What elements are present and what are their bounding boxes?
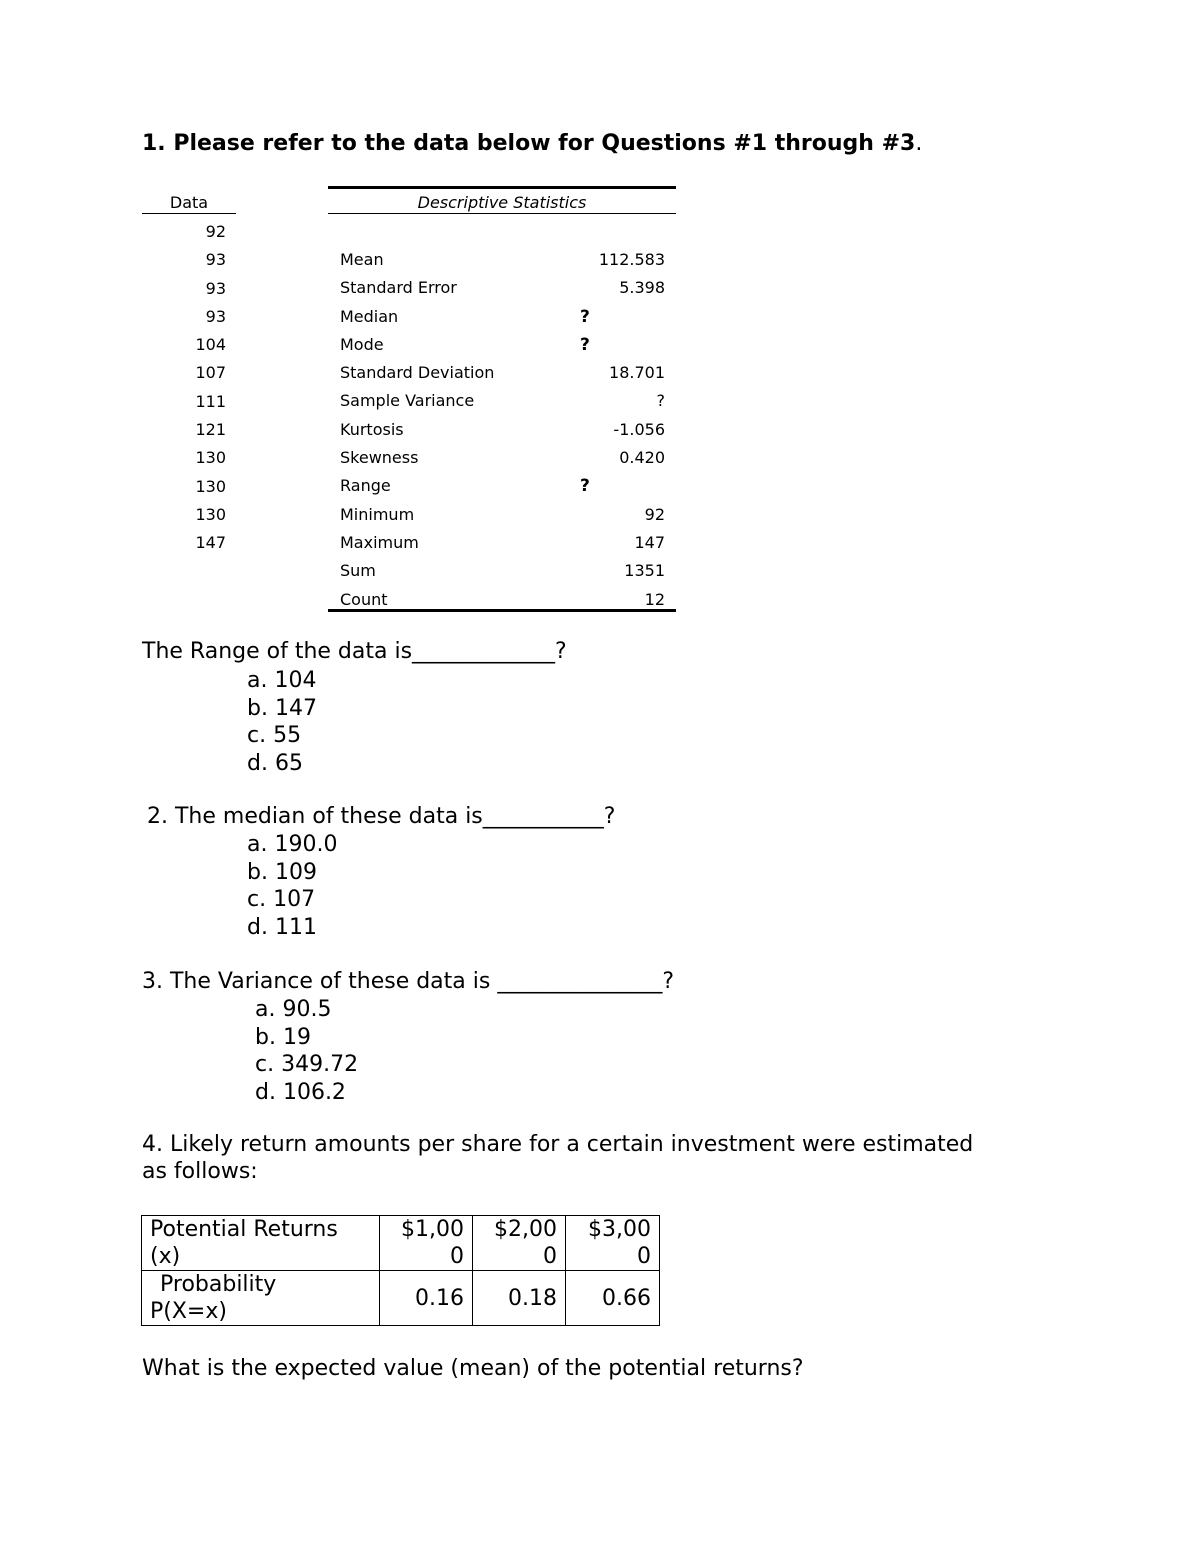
stat-label: Mean (340, 250, 384, 269)
stat-row-minimum (340, 501, 665, 529)
return-cell (473, 1216, 566, 1271)
stat-row-standard-deviation (340, 359, 665, 387)
probability-cell: 0.66 (566, 1271, 660, 1326)
return-cell (566, 1216, 660, 1271)
return-value: $1,00 (401, 1217, 464, 1242)
option-c: c. 55 (247, 723, 302, 748)
option-a: a. 90.5 (255, 997, 332, 1022)
data-value: 111 (195, 391, 226, 411)
question-3-text: 3. The Variance of these data is _______________? (142, 969, 675, 994)
data-value: 93 (205, 278, 226, 298)
stats-top-rule (328, 186, 676, 189)
option-d: d. 106.2 (255, 1079, 346, 1105)
probability-label-cell (142, 1271, 380, 1326)
stat-value: 147 (634, 532, 665, 552)
question-1-text: The Range of the data is_____________? (142, 639, 567, 664)
stat-value: -1.056 (613, 419, 665, 439)
stat-label: Median (340, 306, 399, 326)
data-value: 107 (195, 363, 226, 383)
stat-row-sample-variance (340, 387, 665, 415)
return-value: $3,00 (588, 1217, 651, 1242)
question-4-text-line-2: as follows: (142, 1159, 258, 1184)
question-1-options (247, 667, 317, 777)
data-value: 130 (195, 448, 226, 468)
return-cell (380, 1216, 473, 1271)
returns-label: Potential Returns (150, 1217, 338, 1242)
stat-row-skewness (340, 444, 665, 472)
return-value-wrap: 0 (637, 1244, 651, 1269)
stat-label: Count (340, 589, 388, 609)
data-value: 93 (205, 250, 226, 270)
question-2-text: 2. The median of these data is___________? (147, 804, 616, 829)
stat-label: Standard Deviation (340, 363, 495, 383)
option-a: a. 190.0 (247, 832, 338, 857)
stat-value: 1351 (624, 561, 665, 581)
stat-label: Mode (340, 334, 384, 354)
stat-label: Standard Error (340, 278, 457, 298)
stat-value: 5.398 (619, 278, 665, 298)
option-c: c. 349.72 (255, 1052, 359, 1077)
stat-row-kurtosis (340, 416, 665, 444)
stat-row-mean (340, 246, 665, 274)
data-column-header: Data (142, 193, 236, 214)
stat-label: Skewness (340, 448, 419, 468)
return-value-wrap: 0 (450, 1244, 464, 1269)
data-value: 147 (195, 533, 226, 553)
returns-table (141, 1215, 660, 1326)
question-2-options (247, 831, 337, 941)
stat-value: 18.701 (609, 363, 665, 383)
option-a: a. 104 (247, 668, 317, 693)
stat-unknown: ? (580, 334, 590, 355)
data-value: 92 (205, 222, 226, 241)
question-1-heading: 1. Please refer to the data below for Questions #1 through #3. (142, 131, 923, 156)
stat-label: Maximum (340, 532, 419, 552)
option-b: b. 147 (247, 695, 317, 721)
option-d: d. 65 (247, 750, 303, 776)
stat-unknown: ? (580, 476, 590, 497)
question-4-followup: What is the expected value (mean) of the potential returns? (142, 1356, 804, 1381)
stat-row-standard-error (340, 274, 665, 302)
returns-label-symbol: (x) (150, 1244, 181, 1269)
question-4-text-line-1: 4. Likely return amounts per share for a certain investment were estimated (142, 1132, 974, 1157)
stat-label: Minimum (340, 504, 415, 524)
data-value: 104 (195, 335, 226, 355)
stat-label: Sample Variance (340, 391, 475, 411)
data-column (142, 218, 226, 558)
stat-unknown: ? (580, 306, 590, 327)
stat-label: Sum (340, 561, 376, 581)
probability-label: Probability (160, 1272, 277, 1297)
returns-label-cell (142, 1216, 380, 1271)
stat-value: 92 (644, 504, 665, 524)
option-b: b. 19 (255, 1024, 311, 1050)
probability-cell: 0.16 (380, 1271, 473, 1326)
stat-value: 112.583 (598, 250, 665, 269)
probability-cell: 0.18 (473, 1271, 566, 1326)
stat-row-median (340, 303, 665, 331)
returns-row (142, 1216, 660, 1271)
return-value: $2,00 (494, 1217, 557, 1242)
data-value: 130 (195, 476, 226, 496)
stat-row-mode (340, 331, 665, 359)
stat-row-range (340, 472, 665, 500)
stat-value: 12 (644, 589, 665, 609)
data-value: 121 (195, 420, 226, 440)
stat-row-sum (340, 557, 665, 585)
data-value: 130 (195, 504, 226, 524)
stat-row-maximum (340, 529, 665, 557)
option-c: c. 107 (247, 887, 316, 912)
data-value: 93 (205, 306, 226, 326)
question-3-options (255, 996, 358, 1106)
option-d: d. 111 (247, 914, 317, 940)
option-b: b. 109 (247, 859, 317, 885)
stats-bottom-rule (328, 609, 676, 612)
probability-row (142, 1271, 660, 1326)
return-value-wrap: 0 (543, 1244, 557, 1269)
stats-table (340, 246, 665, 614)
stat-value: 0.420 (619, 448, 665, 468)
stats-title: Descriptive Statistics (328, 193, 676, 214)
stat-value: ? (656, 391, 665, 411)
probability-label-symbol: P(X=x) (150, 1299, 227, 1324)
stat-label: Range (340, 476, 391, 496)
stat-label: Kurtosis (340, 419, 404, 439)
